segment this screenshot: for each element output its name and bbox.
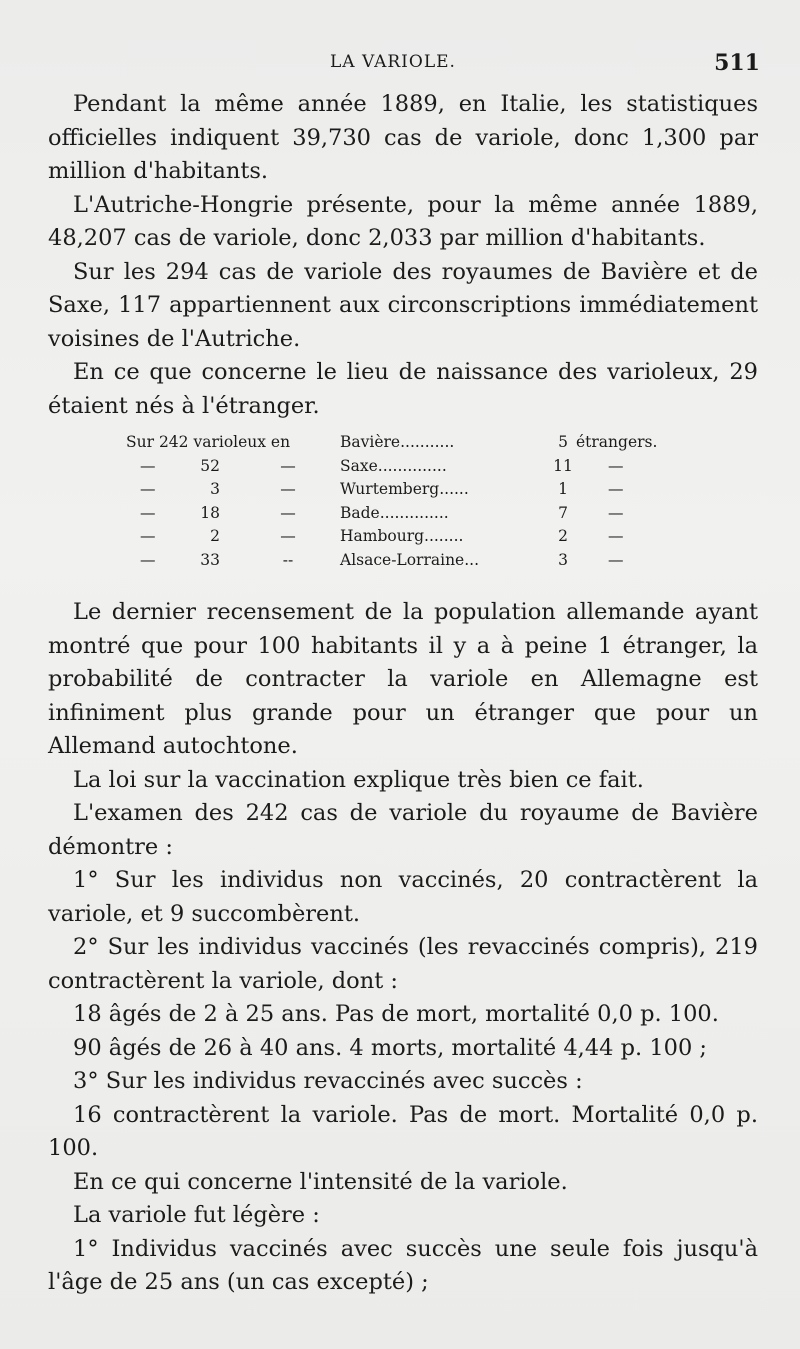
table-count: 11: [553, 456, 573, 475]
paragraph-italy: Pendant la même année 1889, en Italie, les statistiques officielles indiquent 39,730 cas de variole, donc 1,300 par million d'habitants.: [48, 91, 758, 184]
table-row: [48, 502, 758, 526]
table-separator: —: [280, 527, 296, 545]
table-suffix: —: [608, 550, 624, 569]
foreigners-table: [48, 431, 758, 572]
paragraph-examination: L'examen des 242 cas de variole du royaume de Bavière démontre :: [48, 800, 758, 860]
paragraph-census: Le dernier recensement de la population allemande ayant montré que pour 100 habitants il y a à peine 1 étranger, la probabilité de contracter la variole en Allemagne est infiniment plus grande pour un étranger que pour un Allemand autochtone.: [48, 599, 758, 759]
table-country: Wurtemberg......: [340, 480, 469, 498]
paragraph-mild: La variole fut légère :: [73, 1202, 320, 1228]
page-number: 511: [714, 50, 760, 76]
table-number: 52: [200, 456, 220, 475]
table-count: 3: [558, 550, 568, 569]
table-number: 2: [210, 527, 220, 545]
table-number: 33: [200, 550, 220, 569]
table-separator: —: [280, 503, 296, 522]
table-suffix: —: [608, 503, 624, 522]
running-title: LA VARIOLE.: [330, 52, 456, 72]
table-prefix: Sur 242 varioleux en: [126, 433, 291, 451]
paragraph-revaccinated: 3° Sur les individus revaccinés avec succès :: [73, 1068, 583, 1094]
paragraph-non-vaccinated: 1° Sur les individus non vaccinés, 20 contractèrent la variole, et 9 succombèrent.: [48, 867, 758, 927]
table-count: 2: [558, 527, 568, 545]
paragraph-vaccination-law: La loi sur la vaccination explique très bien ce fait.: [73, 766, 644, 793]
paragraph-age-2-25: 18 âgés de 2 à 25 ans. Pas de mort, mortalité 0,0 p. 100.: [73, 1001, 719, 1027]
table-count: 7: [558, 503, 568, 522]
table-dash: —: [140, 527, 156, 545]
body-text: [48, 88, 758, 1300]
table-dash: —: [140, 503, 156, 522]
table-suffix: étrangers.: [576, 433, 658, 451]
table-country: Alsace-Lorraine...: [340, 550, 480, 569]
table-suffix: —: [608, 456, 624, 475]
table-country: Bavière...........: [340, 433, 455, 451]
table-country: Hambourg........: [340, 527, 464, 545]
table-row: [48, 431, 758, 455]
table-count: 1: [558, 480, 568, 498]
table-separator: —: [280, 456, 296, 475]
table-number: 3: [210, 480, 220, 498]
paragraph-austria-hungary: L'Autriche-Hongrie présente, pour la même année 1889, 48,207 cas de variole, donc 2,033 par million d'habitants.: [48, 191, 758, 251]
table-row: [48, 525, 758, 549]
table-country: Saxe..............: [340, 456, 447, 475]
table-dash: —: [140, 550, 156, 569]
paragraph-vaccinated-once: 1° Individus vaccinés avec succès une seule fois jusqu'à l'âge de 25 ans (un cas excepté) ;: [48, 1235, 758, 1295]
table-suffix: —: [608, 527, 624, 545]
table-separator: —: [280, 480, 296, 498]
table-row: [48, 455, 758, 479]
table-suffix: —: [608, 480, 624, 498]
table-dash: —: [140, 480, 156, 498]
table-country: Bade..............: [340, 503, 449, 522]
paragraph-intensity: En ce qui concerne l'intensité de la variole.: [73, 1168, 568, 1195]
table-separator: --: [282, 550, 294, 569]
paragraph-vaccinated: 2° Sur les individus vaccinés (les revaccinés compris), 219 contractèrent la variole, dont :: [48, 934, 758, 994]
paragraph-birthplace: En ce que concerne le lieu de naissance des varioleux, 29 étaient nés à l'étranger.: [48, 359, 758, 419]
paragraph-bavaria-saxony: Sur les 294 cas de variole des royaumes de Bavière et de Saxe, 117 appartiennent aux circonscriptions immédiatement voisines de l'Autriche.: [48, 258, 758, 352]
table-dash: —: [140, 456, 156, 475]
paragraph-revaccinated-result: 16 contractèrent la variole. Pas de mort. Mortalité 0,0 p. 100.: [48, 1101, 758, 1161]
table-count: 5: [558, 433, 568, 451]
page-header: [50, 50, 770, 80]
table-number: 18: [200, 503, 220, 522]
table-row: [48, 549, 758, 573]
table-row: [48, 478, 758, 502]
paragraph-age-26-40: 90 âgés de 26 à 40 ans. 4 morts, mortalité 4,44 p. 100 ;: [73, 1034, 707, 1061]
